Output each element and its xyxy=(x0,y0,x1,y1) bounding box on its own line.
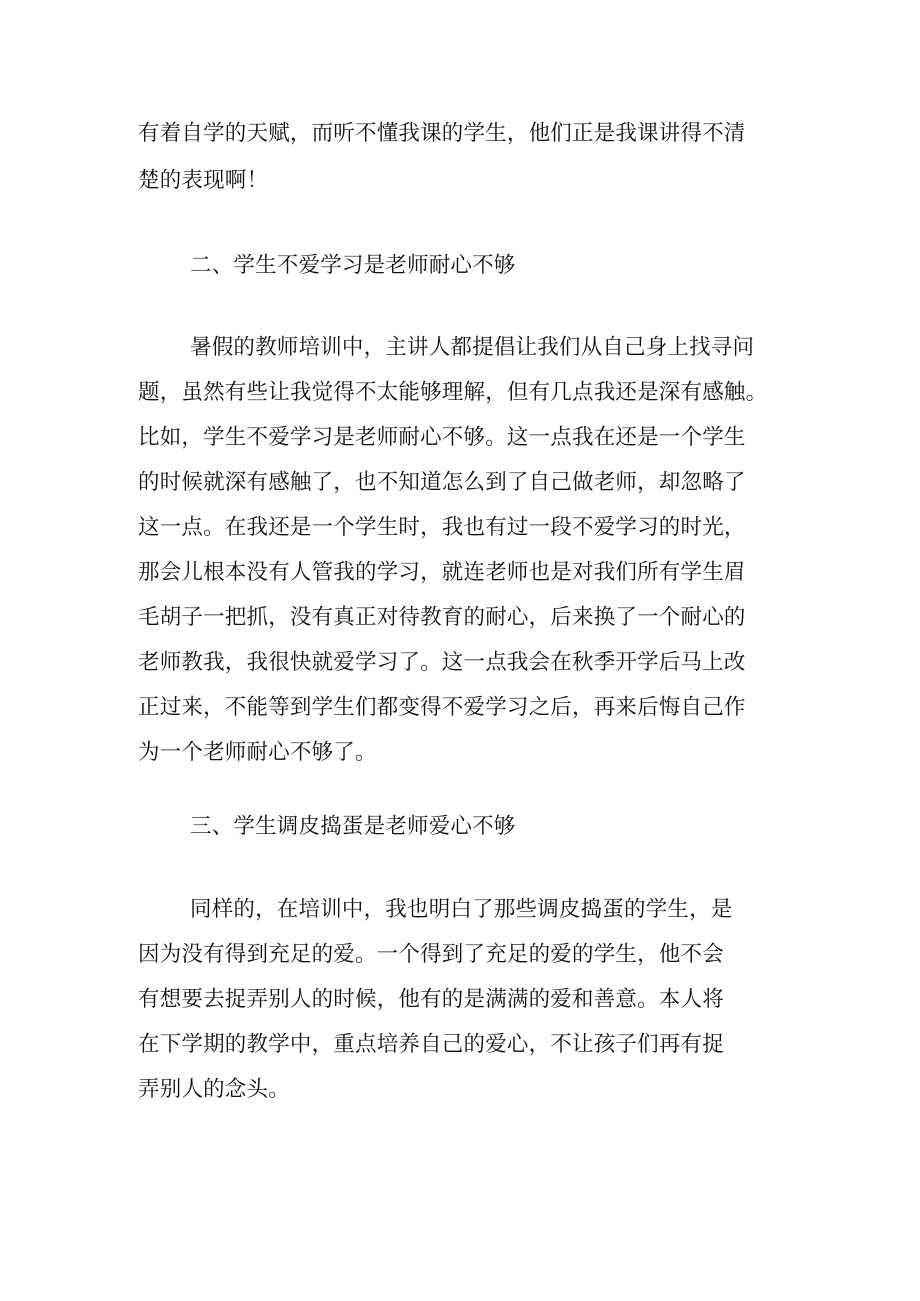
paragraph-2-line-4: 的时候就深有感触了，也不知道怎么到了自己做老师，却忽略了 xyxy=(138,470,746,495)
paragraph-2-line-6: 那会儿根本没有人管我的学习，就连老师也是对我们所有学生眉 xyxy=(138,560,746,585)
section-heading-2: 二、学生不爱学习是老师耐心不够 xyxy=(190,253,516,278)
paragraph-1-line-2: 楚的表现啊！ xyxy=(138,168,269,193)
paragraph-3-line-4: 在下学期的教学中，重点培养自己的爱心，不让孩子们再有捉 xyxy=(138,1032,724,1057)
paragraph-3-line-5: 弄别人的念头。 xyxy=(138,1077,290,1102)
paragraph-2-line-8: 老师教我，我很快就爱学习了。这一点我会在秋季开学后马上改 xyxy=(138,650,746,675)
paragraph-2-line-7: 毛胡子一把抓，没有真正对待教育的耐心，后来换了一个耐心的 xyxy=(138,605,746,630)
paragraph-1-line-1: 有着自学的天赋，而听不懂我课的学生，他们正是我课讲得不清 xyxy=(138,121,746,146)
paragraph-2-line-3: 比如，学生不爱学习是老师耐心不够。这一点我在还是一个学生 xyxy=(138,425,746,450)
paragraph-2-line-2: 题，虽然有些让我觉得不太能够理解，但有几点我还是深有感触。 xyxy=(138,380,768,405)
paragraph-3-line-3: 有想要去捉弄别人的时候，他有的是满满的爱和善意。本人将 xyxy=(138,987,724,1012)
paragraph-2-line-1: 暑假的教师培训中，主讲人都提倡让我们从自己身上找寻问 xyxy=(190,335,755,360)
paragraph-3-line-1: 同样的，在培训中，我也明白了那些调皮捣蛋的学生，是 xyxy=(190,897,733,922)
paragraph-3-line-2: 因为没有得到充足的爱。一个得到了充足的爱的学生，他不会 xyxy=(138,942,724,967)
section-heading-3: 三、学生调皮捣蛋是老师爱心不够 xyxy=(190,814,516,839)
paragraph-2-line-9: 正过来，不能等到学生们都变得不爱学习之后，再来后悔自己作 xyxy=(138,695,746,720)
paragraph-2-line-10: 为一个老师耐心不够了。 xyxy=(138,740,377,765)
paragraph-2-line-5: 这一点。在我还是一个学生时，我也有过一段不爱学习的时光， xyxy=(138,515,746,540)
